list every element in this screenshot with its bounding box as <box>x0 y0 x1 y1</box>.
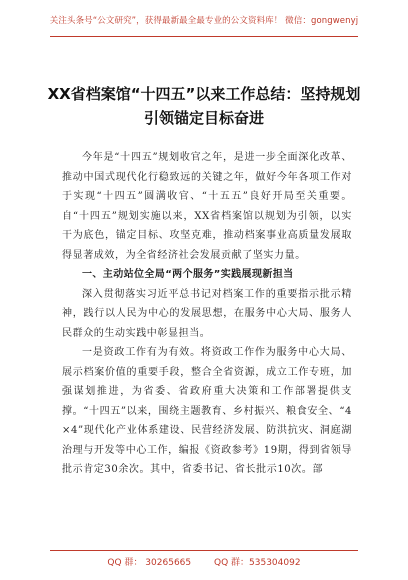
footer-qq-group-2: QQ 群：535304092 <box>214 558 301 568</box>
footer-qq-group-1: QQ 群： 30265665 <box>107 558 192 568</box>
title-line-2: 引领锚定目标奋进 <box>143 109 264 127</box>
intro-paragraph: 今年是“十四五”规划收官之年，是进一步全面深化改革、推动中国式现代化行稳致远的关键之年，做好今年各项工作对于实现“十四五”圆满收官、“十五五”良好开局至关重要。自“十四五”规划实施以来，XX省档案馆以规划为引领，以实干为底色，锚定目标、攻坚克难，推动档案事业高质量发展取得显著成效，为全省经济社会发展贡献了坚实力量。 <box>62 152 352 261</box>
header-notice: 关注头条号“公文研究”，获得最新最全最专业的公文资料库！ 微信：gongwenyj <box>49 16 359 26</box>
header-divider <box>50 36 358 37</box>
footer-divider <box>50 550 358 551</box>
section-heading-1: 一、主动站位全局“两个服务”实践展现新担当 <box>82 269 294 280</box>
document-body <box>62 148 352 480</box>
section-intro-paragraph: 深入贯彻落实习近平总书记对档案工作的重要指示批示精神，践行以人民为中心的发展思想，在服务中心大局、服务人民群众的生动实践中彰显担当。 <box>62 288 352 339</box>
footer <box>0 555 408 568</box>
document-title <box>40 82 368 130</box>
title-line-1: XX省档案馆“十四五”以来工作总结：坚持规划 <box>47 85 361 103</box>
advisory-work-paragraph: 一是资政工作有为有效。将资政工作作为服务中心大局、展示档案价值的重要手段，整合全省资源，成立工作专班，加强谋划推进，为省委、省政府重大决策和工作部署提供支撑。“十四五”以来，围绕主题教育、乡村振兴、粮食安全、“4×4”现代化产业体系建设、民营经济发展、防洪抗灾、洞庭湖治理与开发等中心工作，编报《资政参考》19期，得到省领导批示肯定30余次。其中，省委书记、省长批示10次。部 <box>62 347 352 475</box>
